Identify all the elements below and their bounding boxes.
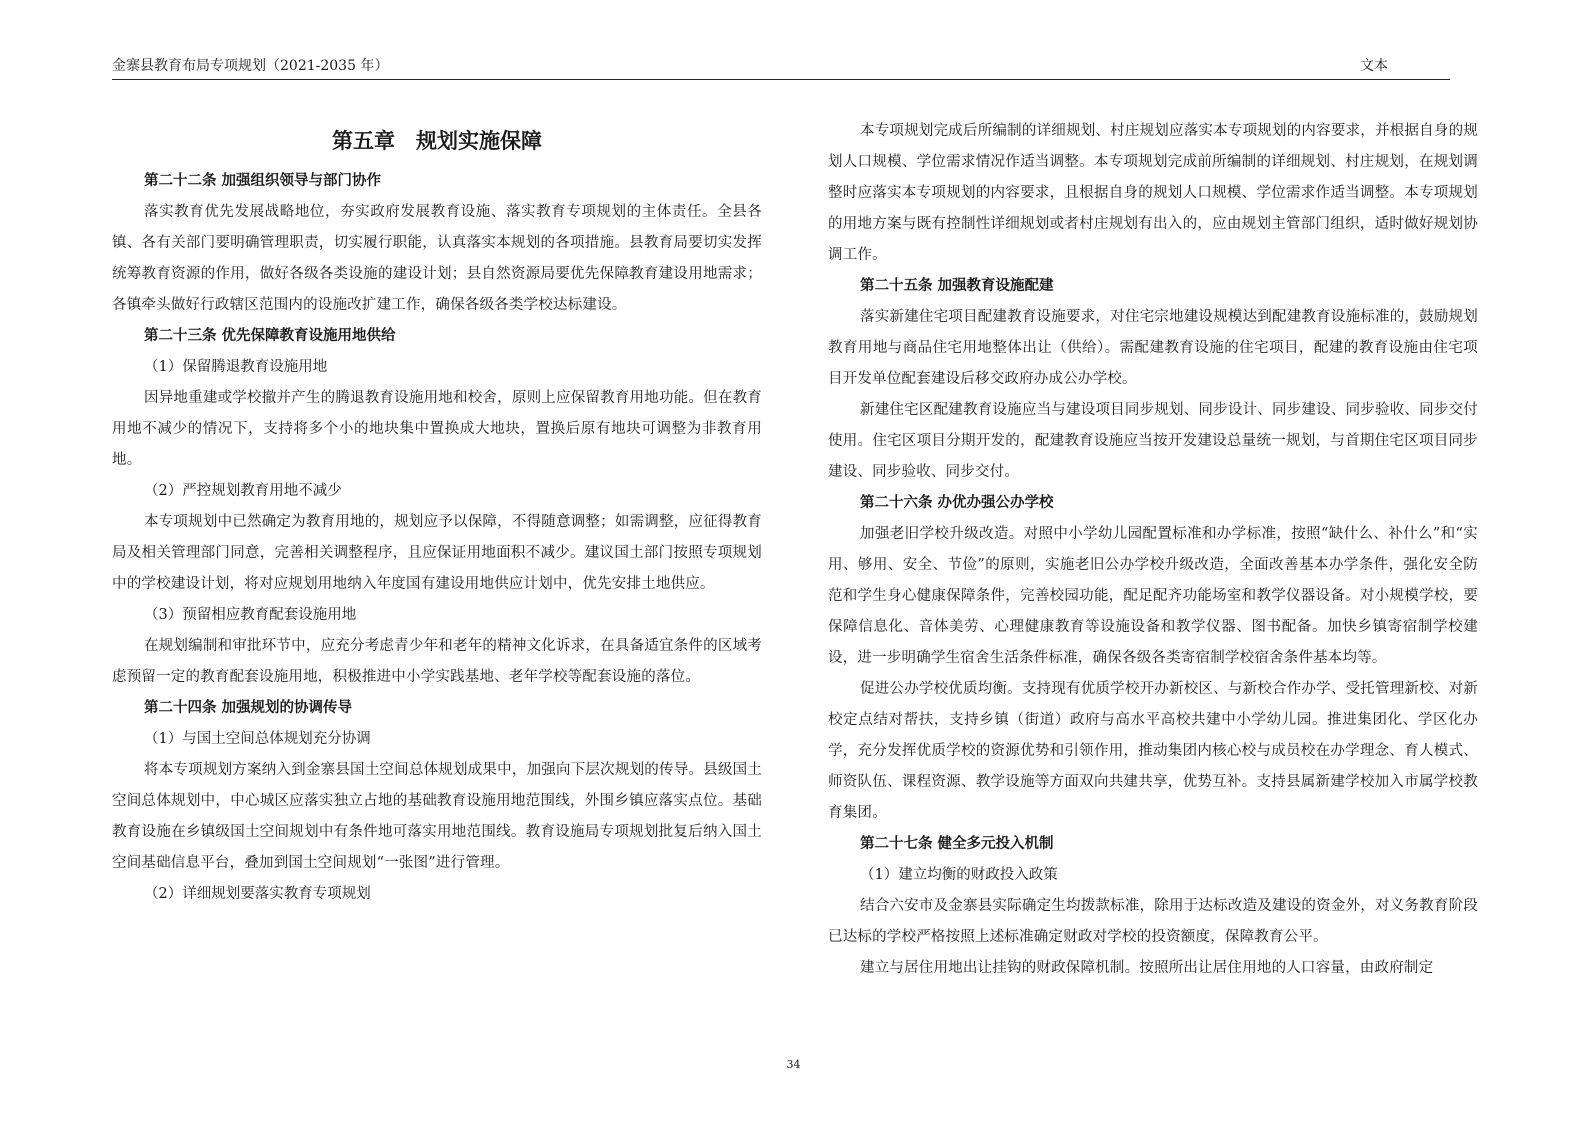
header-divider bbox=[112, 79, 1450, 80]
article-22-paragraph: 落实教育优先发展战略地位，夯实政府发展教育设施、落实教育专项规划的主体责任。全县各镇、各有关部门要明确管理职责，切实履行职能，认真落实本规划的各项措施。县教育局要切实发挥统筹教育资源的作用，做好各级各类设施的建设计划；县自然资源局要优先保障教育建设用地需求；各镇牵头做好行政辖区范围内的设施改扩建工作，确保各级各类学校达标建设。 bbox=[112, 204, 762, 313]
detailed-planning-paragraph: 本专项规划完成后所编制的详细规划、村庄规划应落实本专项规划的内容要求，并根据自身的规划人口规模、学位需求情况作适当调整。本专项规划完成前所编制的详细规划、村庄规划，在规划调整时应落实本专项规划的内容要求，且根据自身的规划人口规模、学位需求作适当调整。本专项规划的用地方案与既有控制性详细规划或者村庄规划有出入的，应由规划主管部门组织，适时做好规划协调工作。 bbox=[828, 123, 1478, 263]
article-24-item-2: （2）详细规划要落实教育专项规划 bbox=[144, 886, 371, 902]
page-number: 34 bbox=[786, 1058, 801, 1071]
right-column bbox=[828, 116, 1478, 984]
article-25-paragraph-1: 落实新建住宅项目配建教育设施要求，对住宅宗地建设规模达到配建教育设施标准的，鼓励规划教育用地与商品住宅用地整体出让（供给）。需配建教育设施的住宅项目，配建的教育设施由住宅项目开发单位配套建设后移交政府办成公办学校。 bbox=[828, 309, 1478, 387]
article-23-paragraph-1: 因异地重建或学校撤并产生的腾退教育设施用地和校舍，原则上应保留教育用地功能。但在教育用地不减少的情况下，支持将多个小的地块集中置换成大地块，置换后原有地块可调整为非教育用地。 bbox=[112, 390, 762, 468]
chapter-title: 第五章 规划实施保障 bbox=[332, 129, 542, 153]
article-25-heading: 第二十五条 加强教育设施配建 bbox=[860, 278, 1054, 294]
document-title: 金寨县教育布局专项规划（2021-2035 年） bbox=[112, 58, 389, 74]
article-24-item-1: （1）与国土空间总体规划充分协调 bbox=[144, 731, 371, 747]
section-label: 文本 bbox=[1360, 58, 1388, 74]
article-23-item-1: （1）保留腾退教育设施用地 bbox=[144, 359, 328, 375]
page-header bbox=[112, 56, 1450, 80]
article-27-heading: 第二十七条 健全多元投入机制 bbox=[860, 836, 1054, 852]
article-23-heading: 第二十三条 优先保障教育设施用地供给 bbox=[144, 328, 396, 344]
article-24-paragraph-1: 将本专项规划方案纳入到金寨县国土空间总体规划成果中，加强向下层次规划的传导。县级国土空间总体规划中，中心城区应落实独立占地的基础教育设施用地范围线，外围乡镇应落实点位。基础教育设施在乡镇级国土空间规划中有条件地可落实用地范围线。教育设施局专项规划批复后纳入国土空间基础信息平台，叠加到国土空间规划“一张图”进行管理。 bbox=[112, 762, 762, 871]
article-23-paragraph-2: 本专项规划中已然确定为教育用地的，规划应予以保障，不得随意调整；如需调整，应征得教育局及相关管理部门同意，完善相关调整程序，且应保证用地面积不减少。建议国土部门按照专项规划中的学校建设计划，将对应规划用地纳入年度国有建设用地供应计划中，优先安排土地供应。 bbox=[112, 514, 762, 592]
article-26-heading: 第二十六条 办优办强公办学校 bbox=[860, 495, 1054, 511]
article-23-paragraph-3: 在规划编制和审批环节中，应充分考虑青少年和老年的精神文化诉求，在具备适宜条件的区域考虑预留一定的教育配套设施用地，积极推进中小学实践基地、老年学校等配套设施的落位。 bbox=[112, 638, 762, 685]
article-23-item-3: （3）预留相应教育配套设施用地 bbox=[144, 607, 357, 623]
article-26-paragraph-2: 促进公办学校优质均衡。支持现有优质学校开办新校区、与新校合作办学、受托管理新校、对新校定点结对帮扶，支持乡镇（街道）政府与高水平高校共建中小学幼儿园。推进集团化、学区化办学，充分发挥优质学校的资源优势和引领作用，推动集团内核心校与成员校在办学理念、育人模式、师资队伍、课程资源、教学设施等方面双向共建共享，优势互补。支持县属新建学校加入市属学校教育集团。 bbox=[828, 681, 1478, 821]
article-27-paragraph-1: 结合六安市及金寨县实际确定生均拨款标准，除用于达标改造及建设的资金外，对义务教育阶段已达标的学校严格按照上述标准确定财政对学校的投资额度，保障教育公平。 bbox=[828, 898, 1478, 945]
article-25-paragraph-2: 新建住宅区配建教育设施应当与建设项目同步规划、同步设计、同步建设、同步验收、同步交付使用。住宅区项目分期开发的，配建教育设施应当按开发建设总量统一规划，与首期住宅区项目同步建设、同步验收、同步交付。 bbox=[828, 402, 1478, 480]
left-column bbox=[112, 116, 762, 910]
article-27-paragraph-2: 建立与居住用地出让挂钩的财政保障机制。按照所出让居住用地的人口容量，由政府制定 bbox=[860, 960, 1434, 976]
article-23-item-2: （2）严控规划教育用地不减少 bbox=[144, 483, 342, 499]
article-27-item-1: （1）建立均衡的财政投入政策 bbox=[860, 867, 1058, 883]
article-26-paragraph-1: 加强老旧学校升级改造。对照中小学幼儿园配置标准和办学标准，按照“缺什么、补什么”和“实用、够用、安全、节俭”的原则，实施老旧公办学校升级改造，全面改善基本办学条件，强化安全防范和学生身心健康保障条件，完善校园功能，配足配齐功能场室和教学仪器设备。对小规模学校，要保障信息化、音体美劳、心理健康教育等设施设备和教学仪器、图书配备。加快乡镇寄宿制学校建设，进一步明确学生宿舍生活条件标准，确保各级各类寄宿制学校宿舍条件基本均等。 bbox=[828, 526, 1478, 666]
article-24-heading: 第二十四条 加强规划的协调传导 bbox=[144, 700, 353, 716]
article-22-heading: 第二十二条 加强组织领导与部门协作 bbox=[144, 173, 382, 189]
